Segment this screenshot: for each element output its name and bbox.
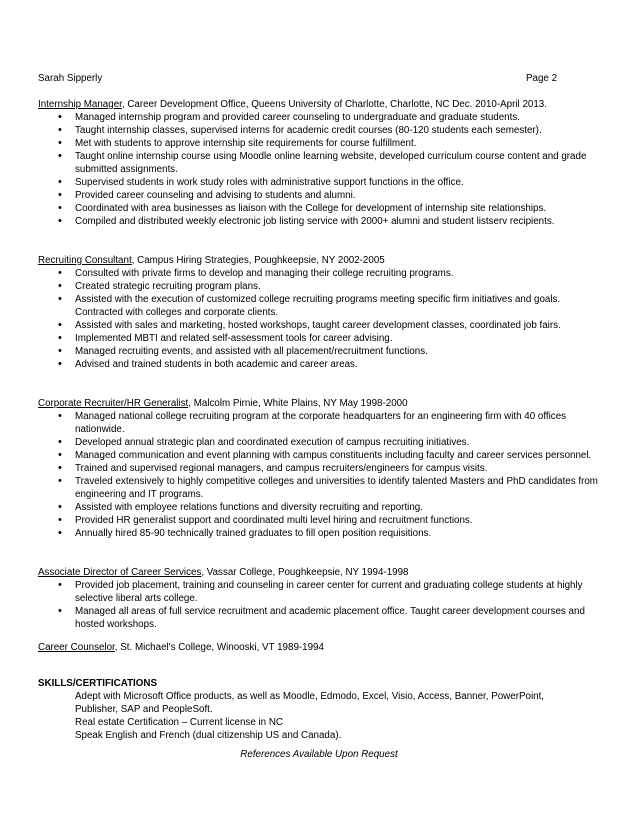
bullet-item: • Coordinated with area businesses as liaison with the College for development of internship site relationships.: [38, 202, 603, 215]
job-bullets: [38, 410, 603, 540]
bullet-item: • Implemented MBTI and related self-assessment tools for career advising.: [38, 332, 603, 345]
job-bullets: [38, 579, 603, 631]
job-role: Internship Manager: [38, 99, 122, 110]
bullet-item: • Consulted with private firms to develop and managing their college recruiting programs.: [38, 267, 603, 280]
job-entry: [38, 397, 603, 540]
skills-line: Speak English and French (dual citizenship US and Canada).: [75, 730, 342, 741]
bullet-item: • Advised and trained students in both academic and career areas.: [38, 358, 603, 371]
job-entry: [38, 254, 603, 371]
page-number: Page 2: [526, 73, 558, 84]
bullet-item: • Compiled and distributed weekly electronic job listing service with 2000+ alumni and student listserv recipients.: [38, 215, 603, 228]
bullet-item: • Assisted with employee relations functions and diversity recruiting and reporting.: [38, 501, 603, 514]
skills-section: [38, 677, 603, 742]
job-title: [38, 641, 603, 654]
bullet-item: • Annually hired 85-90 technically trained graduates to fill open position requisitions.: [38, 527, 603, 540]
bullet-item: • Managed all areas of full service recruitment and academic placement office. Taught career development courses and hosted workshops.: [38, 605, 603, 631]
bullet-item: • Supervised students in work study roles with administrative support functions in the office.: [38, 176, 603, 189]
candidate-name: Sarah Sipperly: [38, 73, 103, 84]
job-details: , Malcolm Pirnie, White Plains, NY May 1998-2000: [188, 398, 408, 409]
bullet-item: • Taught internship classes, supervised interns for academic credit courses (80-120 students each semester).: [38, 124, 603, 137]
job-entry: [38, 566, 603, 631]
job-role: Recruiting Consultant: [38, 255, 132, 266]
job-role: Corporate Recruiter/HR Generalist: [38, 398, 189, 409]
bullet-item: • Created strategic recruiting program plans.: [38, 280, 603, 293]
bullet-item: • Managed recruiting events, and assisted with all placement/recruitment functions.: [38, 345, 603, 358]
job-role: Associate Director of Career Services: [38, 567, 202, 578]
job-bullets: [38, 267, 603, 371]
references-note: References Available Upon Request: [240, 749, 398, 760]
job-details: , St. Michael's College, Winooski, VT 1989-1994: [114, 642, 324, 653]
bullet-item: • Taught online internship course using Moodle online learning website, developed curriculum course content and grade submitted assignments.: [38, 150, 603, 176]
job-title: [38, 397, 603, 410]
bullet-item: • Managed internship program and provided career counseling to undergraduate and graduate students.: [38, 111, 603, 124]
bullet-item: • Managed communication and event planning with campus constituents including faculty and career services personnel.: [38, 449, 603, 462]
job-role: Career Counselor: [38, 642, 115, 653]
job-title: [38, 254, 603, 267]
job-title: [38, 566, 603, 579]
job-entry: [38, 641, 603, 654]
bullet-item: • Developed annual strategic plan and coordinated execution of campus recruiting initiatives.: [38, 436, 603, 449]
bullet-item: • Provided HR generalist support and coordinated multi level hiring and recruitment functions.: [38, 514, 603, 527]
skills-line: Adept with Microsoft Office products, as well as Moodle, Edmodo, Excel, Visio, Access, Banner, PowerPoint,: [75, 691, 545, 702]
skills-heading: SKILLS/CERTIFICATIONS: [38, 678, 158, 689]
job-details: , Campus Hiring Strategies, Poughkeepsie, NY 2002-2005: [131, 255, 385, 266]
bullet-item: • Managed national college recruiting program at the corporate headquarters for an engineering firm with 40 offices nationwide.: [38, 410, 603, 436]
skills-line: Publisher, SAP and PeopleSoft.: [75, 704, 213, 715]
skills-line: Real estate Certification – Current license in NC: [75, 717, 284, 728]
bullet-item: • Provided job placement, training and counseling in career center for current and graduating college students at highly selective liberal arts college.: [38, 579, 603, 605]
job-details: , Career Development Office, Queens University of Charlotte, Charlotte, NC Dec. 2010-April 2013.: [121, 99, 547, 110]
bullet-item: • Met with students to approve internship site requirements for course fulfillment.: [38, 137, 603, 150]
bullet-item: • Assisted with the execution of customized college recruiting programs meeting specific firm initiatives and goals. Contracted with colleges and corporate clients.: [38, 293, 603, 319]
bullet-item: • Provided career counseling and advising to students and alumni.: [38, 189, 603, 202]
job-title: [38, 98, 603, 111]
bullet-item: • Assisted with sales and marketing, hosted workshops, taught career development classes, coordinated job fairs.: [38, 319, 603, 332]
bullet-item: • Trained and supervised regional managers, and campus recruiters/engineers for campus visits.: [38, 462, 603, 475]
job-entry: [38, 98, 603, 228]
job-bullets: [38, 111, 603, 228]
job-details: , Vassar College, Poughkeepsie, NY 1994-1998: [201, 567, 409, 578]
bullet-item: • Traveled extensively to highly competitive colleges and universities to identify talented Masters and PhD candidates from engineering and IT programs.: [38, 475, 603, 501]
